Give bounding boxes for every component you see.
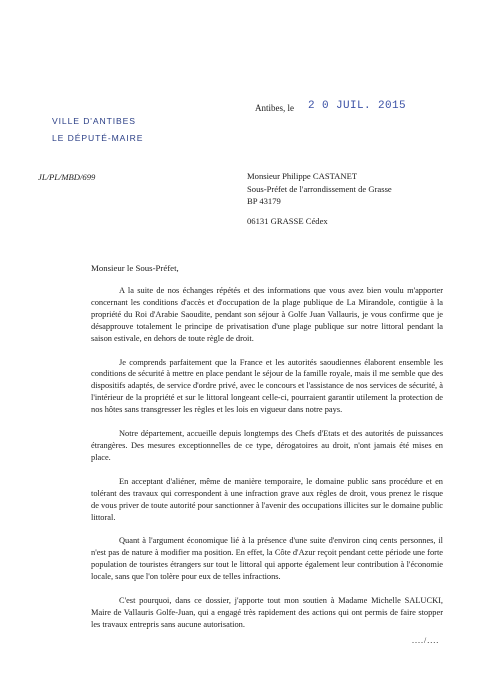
letter-body xyxy=(91,285,443,643)
sender-city: VILLE D'ANTIBES xyxy=(52,116,136,126)
paragraph: Quant à l'argument économique lié à la présence d'une suite d'environ cinq cents personnes, il n'est pas de nature à modifier ma position. En effet, la Côte d'Azur reçoit pendant cette période une forte population de touristes étrangers sur tout le littoral qui apporte également leur contribution à l'économie locale, sans que l'on tolère pour eux de telles infractions. xyxy=(91,536,443,582)
sender-block xyxy=(52,113,143,147)
sender-title: LE DÉPUTÉ-MAIRE xyxy=(52,133,144,143)
recipient-postal: 06131 GRASSE Cédex xyxy=(247,216,328,226)
recipient-box: BP 43179 xyxy=(247,196,281,206)
paragraph: A la suite de nos échanges répétés et des informations que vous avez bien voulu m'apporter concernant les conditions d'accès et d'occupation de la plage publique de La Mirandole, contigüe à la propriété du Roi d'Arabie Saoudite, pendant son séjour à Golfe Juan Vallauris, je vous confirme que je désapprouve totalement le principe de privatisation d'une plage publique sur notre littoral pendant la saison estivale, en dehors de toute règle de droit. xyxy=(91,286,443,343)
recipient-block xyxy=(247,170,392,208)
paragraph: Je comprends parfaitement que la France et les autorités saoudiennes élaborent ensemble les conditions de sécurité à mettre en place pendant le séjour de la famille royale, mais il me semble que des dispositifs adaptés, de service d'ordre privé, avec le concours et l'assistance de nos services de sécurité, à l'intérieur de la propriété et sur le littoral longeant celle-ci, pourraient garantir utilement la protection de nos hôtes sans transgresser les règles et les lois en vigueur dans notre pays. xyxy=(91,357,443,415)
reference-code: JL/PL/MBD/699 xyxy=(38,172,96,182)
recipient-name: Monsieur Philippe CASTANET xyxy=(247,171,358,181)
place-label: Antibes, le xyxy=(255,103,294,113)
continuation-mark: ..../.... xyxy=(412,636,440,645)
paragraph: Notre département, accueille depuis longtemps des Chefs d'Etats et des autorités de puissances étrangères. Des mesures exceptionnelles de ce type, dérogatoires au droit, n'ont jamais été mises en place. xyxy=(91,429,443,462)
paragraph: C'est pourquoi, dans ce dossier, j'apporte tout mon soutien à Madame Michelle SALUCKI, Maire de Vallauris Golfe-Juan, qui a engagé très rapidement des actions qui ont permis de faire stopper les travaux entrepris sans aucune autorisation. xyxy=(91,596,443,629)
paragraph: En acceptant d'aliéner, même de manière temporaire, le domaine public sans procédure et en tolérant des travaux qui correspondent à une infraction grave aux règles de droit, vous prenez le risque de vous priver de toute autorité pour sanctionner à l'avenir des occupations illicites sur le domaine public littoral. xyxy=(91,476,443,522)
date-stamp: 2 0 JUIL. 2015 xyxy=(308,100,407,112)
recipient-title: Sous-Préfet de l'arrondissement de Grasse xyxy=(247,183,392,194)
salutation: Monsieur le Sous-Préfet, xyxy=(91,263,179,273)
